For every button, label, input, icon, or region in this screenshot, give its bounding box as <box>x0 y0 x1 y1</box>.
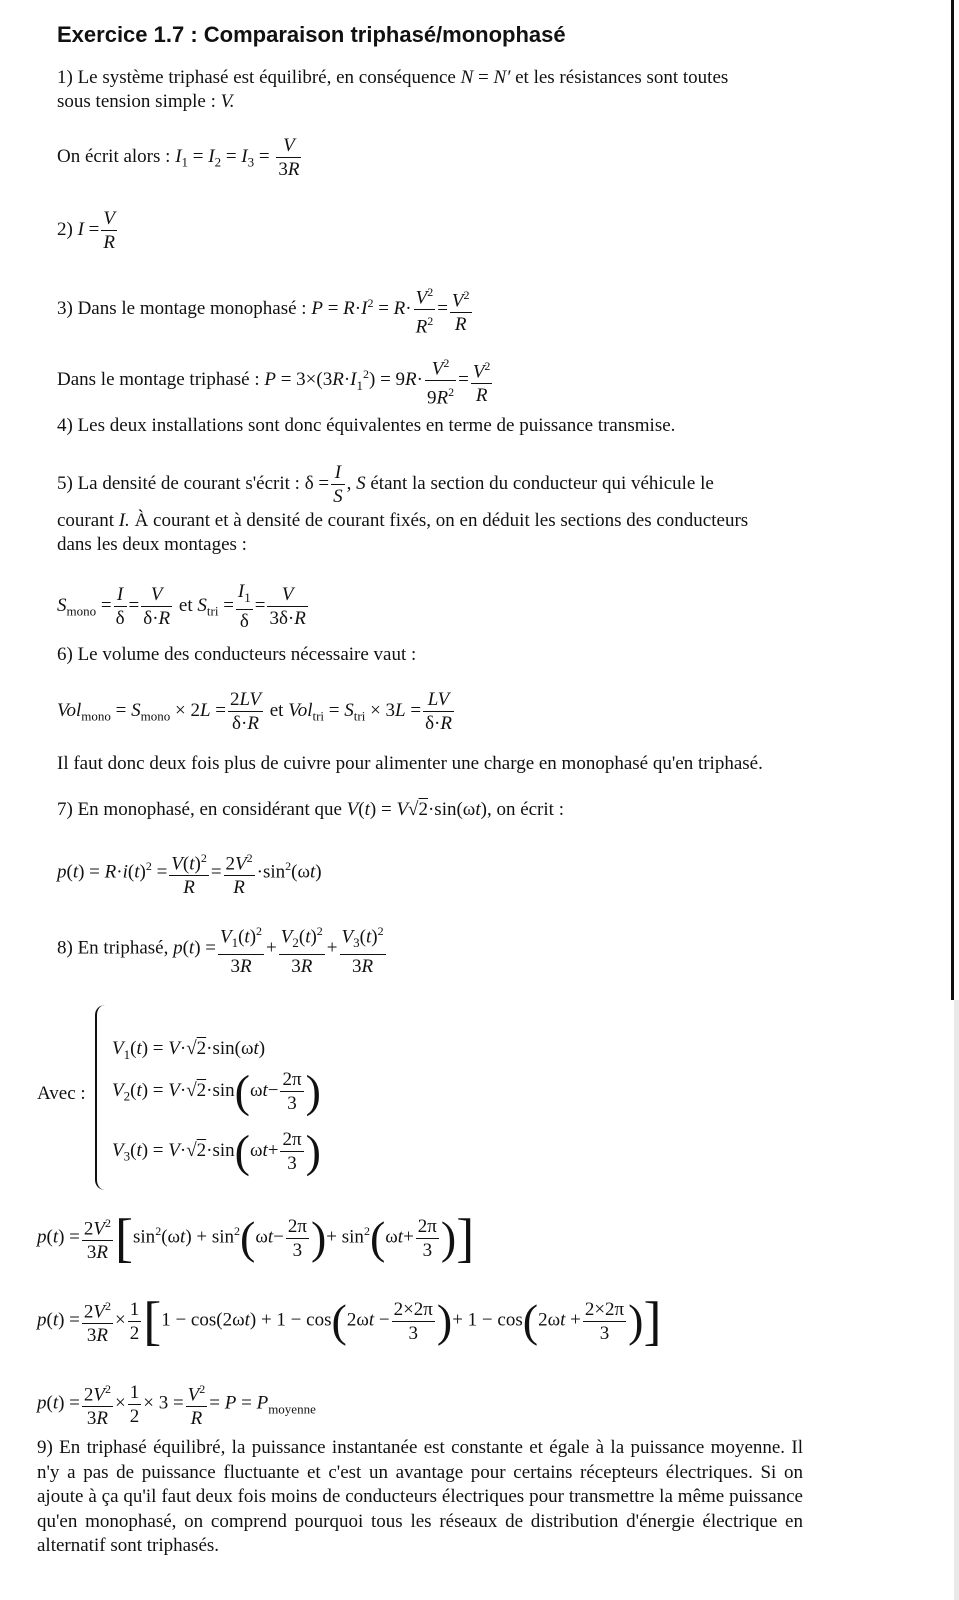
avec-label: Avec : <box>37 1083 86 1104</box>
q5-line3: dans les deux montages : <box>57 534 247 555</box>
exercise-title: Exercice 1.7 : Comparaison triphasé/monophasé <box>57 22 566 47</box>
q7-intro: 7) En monophasé, en considérant que V(t) = V√2·sin(ωt), on écrit : <box>57 799 564 820</box>
q1-formula: On écrit alors : $I_1 = I_2 = I_3$ = $\frac{V}{3R}$ <box>57 135 300 180</box>
q8-formula: 8) En triphasé, p(t) = $\frac{V_1(t)^2}{3R}$ + $\frac{V_2(t)^2}{3R}$ + $\frac{V_3(t)^2}{3R}$ <box>57 920 388 978</box>
q6-conclusion: Il faut donc deux fois plus de cuivre pour alimenter une charge en monophasé qu'en triphasé. <box>57 753 763 774</box>
q6-formula: $Vol_{mono} = S_{mono} \times 2L$ = $\frac{2LV}{\delta\cdot R}$ et $Vol_{tri} = S_{tri} \times 3L$ = $\frac{LV}{\delta\cdot R}$ <box>57 689 452 734</box>
q3-mono: 3) Dans le montage monophasé : $P = R\cdot I^2 = R\cdot$ $\frac{V^2}{R^2}$ = $\frac{V^2}{R}$ <box>57 281 474 339</box>
system-v3: $V_3(t) = V\cdot√2\cdot\sin(\omega t+$ $\frac{2\pi}{3}$ ) <box>112 1125 321 1177</box>
q3-tri: Dans le montage triphasé : $P = 3\times(3R\cdot I_1^2) = 9R\cdot$ $\frac{V^2}{9R^2}$ = $\frac{V^2}{R}$ <box>57 352 494 410</box>
q5-line2: courant I. À courant et à densité de courant fixés, on en déduit les sections des conducteurs <box>57 510 749 531</box>
q7-formula: $p(t) = R\cdot i(t)^2$ = $\frac{V(t)^2}{R}$ = $\frac{2V^2}{R}$ $\cdot\sin^2(\omega t)$ <box>57 847 322 899</box>
system-brace <box>95 1005 111 1190</box>
q4: 4) Les deux installations sont donc équivalentes en terme de puissance transmise. <box>57 415 676 436</box>
q9-conclusion: 9) En triphasé équilibré, la puissance instantanée est constante et égale à la puissance moyenne. Il n'y a pas de puissance fluctuante et c'est un avantage pour certains récepteurs électriques. Si on ajoute à ça qu'il faut deux fois moins de conducteurs électriques pour transmettre la même puissance qu'en monophasé, on comprend pourquoi tous les réseaux de distribution d'énergie électrique en alternatif sont triphasés. <box>37 1437 803 1556</box>
system-v1: $V_1(t) = V\cdot√2\cdot\sin(\omega t)$ <box>112 1038 266 1062</box>
pt-derivation-2: p(t) = $\frac{2V^2}{3R}$ × $\frac{1}{2}$ [1 − cos(2ωt) + 1 − cos(2ωt − $\frac{2\times 2\pi}{3}$ )+ 1 − cos(2ωt + $\frac{2\times 2\pi}{3}$ )] <box>37 1291 662 1352</box>
q1-line1: 1) Le système triphasé est équilibré, en conséquence N = N′ et les résistances sont toutes <box>57 67 729 88</box>
page-edge-shadow <box>954 1000 959 1600</box>
pt-derivation-3: p(t) = $\frac{2V^2}{3R}$ × $\frac{1}{2}$ × 3 = $\frac{V^2}{R}$ = $P = P_{moyenne}$ <box>37 1378 316 1430</box>
pt-derivation-1: p(t) = $\frac{2V^2}{3R}$ [$\sin^2(\omega t) + \sin^2(\omega t-$ $\frac{2\pi}{3}$ )+ $\sin^2(\omega t+$ $\frac{2\pi}{3}$ )] <box>37 1208 475 1269</box>
q1-line2: sous tension simple : V. <box>57 91 235 112</box>
system-v2: $V_2(t) = V\cdot√2\cdot\sin(\omega t-$ $\frac{2\pi}{3}$ ) <box>112 1065 321 1117</box>
q5-formula: $S_{mono}$ = $\frac{I}{\delta}$ = $\frac{V}{\delta\cdot R}$ et $S_{tri}$ = $\frac{I_1}{\delta}$ = $\frac{V}{3\delta\cdot R}$ <box>57 581 306 632</box>
q5-line1: 5) La densité de courant s'écrit : δ = $\frac{I}{S}$ , S étant la section du conducteur qui véhicule le <box>57 462 714 507</box>
page-edge <box>951 0 954 1000</box>
q6-intro: 6) Le volume des conducteurs nécessaire vaut : <box>57 644 417 665</box>
q2-formula: 2) I = $\frac{V}{R}$ <box>57 208 115 253</box>
